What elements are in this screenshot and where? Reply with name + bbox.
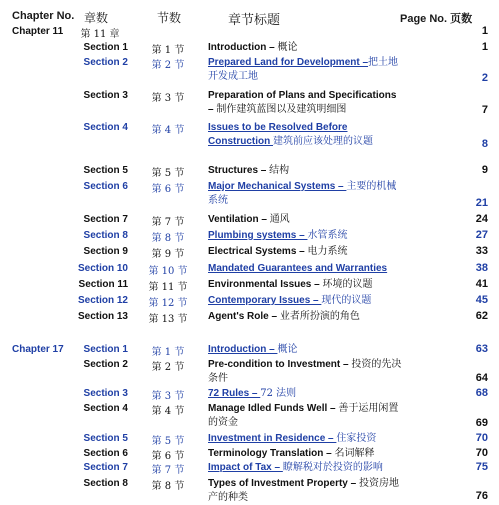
toc-entry-title[interactable] bbox=[208, 447, 403, 461]
section-label[interactable]: Section 7 bbox=[83, 462, 128, 473]
page-number[interactable]: 64 bbox=[475, 372, 488, 384]
page-number[interactable]: 38 bbox=[475, 262, 488, 274]
page-number[interactable]: 27 bbox=[475, 229, 488, 241]
page-number[interactable]: 75 bbox=[475, 461, 488, 473]
page-number[interactable]: 7 bbox=[481, 104, 488, 116]
header-zhang-shu: 章数 bbox=[84, 11, 109, 25]
title-chinese: 住家投资 bbox=[336, 433, 377, 444]
header-title: 章节标题 bbox=[228, 13, 281, 28]
page-number[interactable]: 2 bbox=[481, 72, 488, 84]
title-english: Structures – bbox=[208, 165, 270, 176]
jie-label: 第 3 节 bbox=[151, 93, 185, 104]
section-label[interactable]: Section 3 bbox=[83, 388, 128, 399]
section-label[interactable]: Section 2 bbox=[83, 57, 128, 68]
page-number[interactable]: 21 bbox=[475, 197, 488, 209]
title-chinese: 瞭解税对於投资的影响 bbox=[282, 462, 383, 473]
toc-entry-title[interactable] bbox=[208, 229, 403, 243]
section-label[interactable]: Section 7 bbox=[83, 214, 128, 225]
page-number[interactable]: 41 bbox=[475, 278, 488, 290]
section-label[interactable]: Section 13 bbox=[77, 311, 128, 322]
page-number[interactable]: 33 bbox=[475, 245, 488, 257]
title-chinese: 现代的议题 bbox=[321, 295, 372, 306]
jie-label: 第 2 节 bbox=[151, 60, 185, 71]
section-label[interactable]: Section 8 bbox=[83, 478, 128, 489]
title-chinese: 72 法则 bbox=[260, 388, 297, 399]
title-chinese: 投资的先决条件 bbox=[208, 359, 402, 384]
page-number[interactable]: 45 bbox=[475, 294, 488, 306]
title-english: Pre-condition to Investment – bbox=[208, 359, 352, 370]
title-chinese: 概论 bbox=[277, 42, 298, 53]
title-chinese: 环境的议题 bbox=[322, 279, 373, 290]
section-label[interactable]: Section 1 bbox=[83, 42, 128, 53]
chapter-label: Chapter 11 bbox=[12, 26, 64, 37]
section-label[interactable]: Section 6 bbox=[83, 448, 128, 459]
toc-entry-title[interactable] bbox=[208, 164, 403, 178]
title-english: Electrical Systems – bbox=[208, 246, 308, 257]
section-label[interactable]: Section 4 bbox=[83, 122, 128, 133]
jie-label: 第 7 节 bbox=[151, 465, 185, 476]
jie-label: 第 6 节 bbox=[151, 451, 185, 462]
page-number[interactable]: 1 bbox=[481, 41, 488, 53]
section-label[interactable]: Section 9 bbox=[83, 246, 128, 257]
title-english: Ventilation – bbox=[208, 214, 270, 225]
page-number[interactable]: 62 bbox=[475, 310, 488, 322]
jie-label: 第 8 节 bbox=[151, 481, 185, 492]
jie-label: 第 7 节 bbox=[151, 217, 185, 228]
jie-label: 第 9 节 bbox=[151, 249, 185, 260]
toc-entry-title[interactable] bbox=[208, 343, 403, 357]
section-label[interactable]: Section 4 bbox=[83, 403, 128, 414]
page-number[interactable]: 24 bbox=[475, 213, 488, 225]
jie-label: 第 11 节 bbox=[148, 282, 188, 293]
jie-label: 第 10 节 bbox=[148, 266, 188, 277]
jie-label: 第 2 节 bbox=[151, 362, 185, 373]
page-number[interactable]: 70 bbox=[475, 432, 488, 444]
title-chinese: 电力系统 bbox=[307, 246, 348, 257]
title-english: Environmental Issues – bbox=[208, 279, 323, 290]
section-label[interactable]: Section 5 bbox=[83, 433, 128, 444]
title-chinese: 名词解释 bbox=[334, 448, 375, 459]
jie-label: 第 3 节 bbox=[151, 391, 185, 402]
jie-label: 第 4 节 bbox=[151, 125, 185, 136]
jie-label: 第 4 节 bbox=[151, 406, 185, 417]
toc-entry-title[interactable] bbox=[208, 56, 403, 84]
title-english: Terminology Translation – bbox=[208, 448, 335, 459]
title-english: Issues to be Resolved Before Construction bbox=[208, 122, 348, 147]
section-label[interactable]: Section 10 bbox=[77, 263, 128, 274]
page-number[interactable]: 70 bbox=[475, 447, 488, 459]
toc-entry-title[interactable] bbox=[208, 213, 403, 227]
toc-entry-title[interactable] bbox=[208, 121, 403, 149]
title-english: Plumbing systems – bbox=[208, 230, 308, 241]
title-chinese: 建筑前应该处理的议题 bbox=[273, 136, 373, 147]
jie-label: 第 5 节 bbox=[151, 436, 185, 447]
title-chinese: 善于运用闲置的资金 bbox=[208, 403, 399, 428]
title-english: Contemporary Issues – bbox=[208, 295, 322, 306]
toc-entry-title[interactable] bbox=[208, 477, 403, 505]
page-number[interactable]: 76 bbox=[475, 490, 488, 502]
page-number[interactable]: 8 bbox=[481, 138, 488, 150]
title-english: Mandated Guarantees and Warranties bbox=[208, 263, 388, 274]
title-english: Prepared Land for Development – bbox=[208, 57, 369, 68]
section-label[interactable]: Section 12 bbox=[77, 295, 128, 306]
section-label[interactable]: Section 6 bbox=[83, 181, 128, 192]
title-english: Introduction – bbox=[208, 344, 278, 355]
title-chinese: 通风 bbox=[269, 214, 290, 225]
title-english: Investment in Residence – bbox=[208, 433, 337, 444]
header-jie-shu: 节数 bbox=[157, 11, 182, 25]
toc-entry-title[interactable] bbox=[208, 387, 403, 401]
toc-entry-title[interactable] bbox=[208, 262, 403, 276]
jie-label: 第 8 节 bbox=[151, 233, 185, 244]
section-label[interactable]: Section 11 bbox=[78, 279, 128, 290]
jie-label: 第 1 节 bbox=[151, 347, 185, 358]
page-number[interactable]: 69 bbox=[475, 417, 488, 429]
jie-label: 第 11 章 bbox=[80, 29, 120, 40]
title-english: Major Mechanical Systems – bbox=[208, 181, 347, 192]
toc-entry-title[interactable] bbox=[208, 180, 403, 208]
title-english: Agent's Role – bbox=[208, 311, 280, 322]
title-chinese: 业者所扮演的角色 bbox=[279, 311, 360, 322]
title-english: Manage Idled Funds Well – bbox=[208, 403, 339, 414]
section-label[interactable]: Section 5 bbox=[83, 165, 128, 176]
title-english: 72 Rules – bbox=[208, 388, 261, 399]
page-number[interactable]: 1 bbox=[481, 25, 488, 37]
title-english: Preparation of Plans and Specifications – bbox=[208, 90, 397, 115]
title-english: Types of Investment Property – bbox=[208, 478, 359, 489]
page-number[interactable]: 63 bbox=[475, 343, 488, 355]
toc-entry-title[interactable] bbox=[208, 294, 403, 308]
jie-label: 第 6 节 bbox=[151, 184, 185, 195]
page-number[interactable]: 68 bbox=[475, 387, 488, 399]
jie-label: 第 5 节 bbox=[151, 168, 185, 179]
jie-label: 第 13 节 bbox=[148, 314, 188, 325]
title-chinese: 投资房地产的种类 bbox=[208, 478, 399, 503]
toc-entry-title[interactable] bbox=[208, 432, 403, 446]
jie-label: 第 12 节 bbox=[148, 298, 188, 309]
toc-entry-title[interactable] bbox=[208, 89, 403, 117]
header-chapter-no: Chapter No. bbox=[12, 10, 75, 22]
title-english: Introduction – bbox=[208, 42, 278, 53]
chapter-label: Chapter 17 bbox=[12, 344, 64, 355]
toc-entry-title[interactable] bbox=[208, 310, 403, 324]
page-number[interactable]: 9 bbox=[481, 164, 488, 176]
toc-entry-title[interactable] bbox=[208, 461, 403, 475]
title-english: Impact of Tax – bbox=[208, 462, 283, 473]
toc-entry-title[interactable] bbox=[208, 245, 403, 259]
toc-entry-title[interactable] bbox=[208, 402, 403, 430]
toc-entry-title[interactable] bbox=[208, 358, 403, 386]
section-label[interactable]: Section 2 bbox=[83, 359, 128, 370]
title-chinese: 制作建筑蓝图以及建筑明细图 bbox=[216, 104, 347, 115]
jie-label: 第 1 节 bbox=[151, 45, 185, 56]
title-chinese: 把土地开发成工地 bbox=[208, 57, 399, 82]
title-chinese: 水管系统 bbox=[307, 230, 348, 241]
section-label[interactable]: Section 8 bbox=[83, 230, 128, 241]
title-chinese: 概论 bbox=[277, 344, 298, 355]
title-chinese: 主要的机械系统 bbox=[208, 181, 397, 206]
toc-entry-title[interactable] bbox=[208, 41, 403, 55]
header-page-no: Page No. 页数 bbox=[400, 13, 473, 25]
section-label[interactable]: Section 3 bbox=[83, 90, 128, 101]
section-label[interactable]: Section 1 bbox=[83, 344, 128, 355]
title-chinese: 结构 bbox=[269, 165, 290, 176]
toc-entry-title[interactable] bbox=[208, 278, 403, 292]
